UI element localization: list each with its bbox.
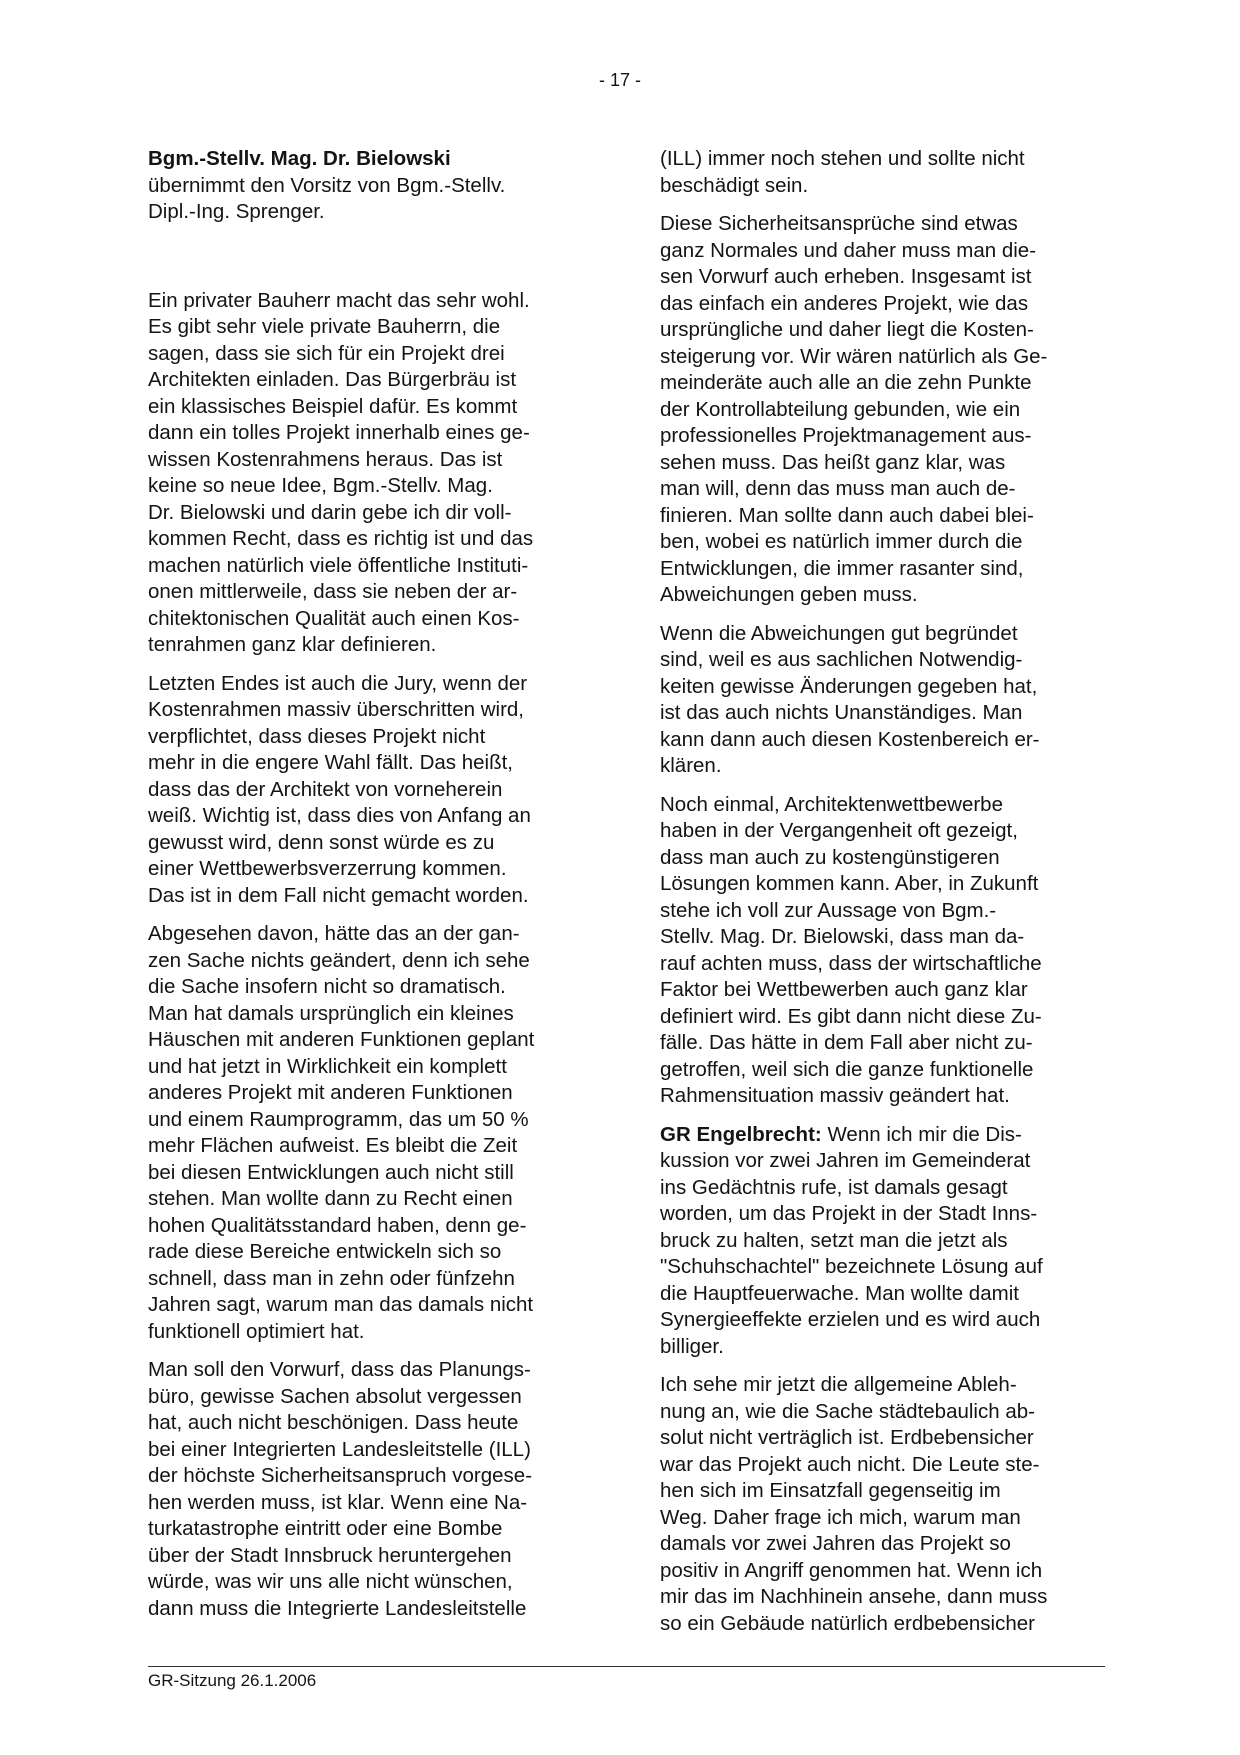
speech-paragraph (660, 1122, 1105, 1361)
chair-change-note (148, 146, 583, 226)
paragraph: Ein privater Bauherr macht das sehr wohl. Es gibt sehr viele private Bauherrn, die sagen, dass sie sich für ein Projekt drei Architekten einladen. Das Bürgerbräu ist ein klassisches Beispiel dafür. Es kommt dann ein tolles Projekt innerhalb eines ge- wissen Kostenrahmens heraus. Das ist keine so neue Idee, Bgm.-Stellv. Mag. Dr. Bielowski und darin gebe ich dir voll- kommen Recht, dass es richtig ist und das machen natürlich viele öffentliche Instituti- onen mittlerweile, dass sie neben der ar- chitektonischen Qualität auch einen Kos- tenrahmen ganz klar definieren. (148, 288, 534, 656)
page-number: - 17 - (598, 70, 641, 90)
paragraph: Wenn die Abweichungen gut begründet sind, weil es aus sachlichen Notwendig- keiten gewisse Änderungen gegeben hat, ist das auch nichts Unanständiges. Man kann dann auch diesen Kostenbereich er- klären. (660, 621, 1040, 777)
paragraph: Diese Sicherheitsansprüche sind etwas ganz Normales und daher muss man die- sen Vorwurf auch erheben. Insgesamt ist das einfach ein anderes Projekt, wie das ursprüngliche und daher liegt die Kosten- steigerung vor. Wir wären natürlich als Ge- meinderäte auch alle an die zehn Punkte der Kontrollabteilung gebunden, wie ein professionelles Projektmanagement aus- sehen muss. Das heißt ganz klar, was man will, denn das muss man auch de- finieren. Man sollte dann auch dabei blei- ben, wobei es natürlich immer durch die Entwicklungen, die immer rasanter sind, Abweichungen geben muss. (660, 212, 1048, 606)
paragraph: (ILL) immer noch stehen und sollte nicht beschädigt sein. (660, 147, 1025, 197)
paragraph: Ich sehe mir jetzt die allgemeine Ableh- nung an, wie die Sache städtebaulich ab- solut nicht verträglich ist. Erdbebensicher war das Projekt auch nicht. Die Leute ste- hen sich im Einsatzfall gegenseitig im Weg. Daher frage ich mich, warum man damals vor zwei Jahren das Projekt so positiv in Angriff genommen hat. Wenn ich mir das im Nachhinein ansehe, dann muss so ein Gebäude natürlich erdbebensicher (660, 1373, 1048, 1635)
paragraph: Letzten Endes ist auch die Jury, wenn der Kostenrahmen massiv überschritten wird, verpflichtet, dass dieses Projekt nicht mehr in die engere Wahl fällt. Das heißt, dass das der Architekt von vorneherein weiß. Wichtig ist, dass dies von Anfang an gewusst wird, denn sonst würde es zu einer Wettbewerbsverzerrung kommen. Das ist in dem Fall nicht gemacht worden. (148, 671, 531, 907)
paragraph: Noch einmal, Architektenwettbewerbe haben in der Vergangenheit oft gezeigt, dass man auch zu kostengünstigeren Lösungen kommen kann. Aber, in Zukunft stehe ich voll zur Aussage von Bgm.- Stellv. Mag. Dr. Bielowski, dass man da- rauf achten muss, dass der wirtschaftliche Faktor bei Wettbewerben auch ganz klar definiert wird. Es gibt dann nicht diese Zu- fälle. Das hätte in dem Fall aber nicht zu- getroffen, weil sich die ganze funktionelle Rahmensituation massiv geändert hat. (660, 792, 1042, 1107)
paragraph: Man soll den Vorwurf, dass das Planungs- büro, gewisse Sachen absolut vergessen hat, auch nicht beschönigen. Dass heute bei einer Integrierten Landesleitstelle (ILL) der höchste Sicherheitsanspruch vorgese- hen werden muss, ist klar. Wenn eine Na- turkatastrophe eintritt oder eine Bombe über der Stadt Innsbruck heruntergehen würde, was wir uns alle nicht wünschen, dann muss die Integrierte Landesleitstelle (148, 1358, 533, 1620)
footer-session-label: GR-Sitzung 26.1.2006 (148, 1671, 317, 1690)
speaker-name: Bgm.-Stellv. Mag. Dr. Bielowski (148, 147, 451, 170)
right-column (660, 146, 1105, 1637)
chair-change-text: übernimmt den Vorsitz von Bgm.-Stellv. Dipl.-Ing. Sprenger. (148, 173, 506, 223)
speech-text: Wenn ich mir die Dis- kussion vor zwei Jahren im Gemeinderat ins Gedächtnis rufe, ist damals gesagt worden, um das Projekt in der Stadt Inns- bruck zu halten, setzt man die jetzt als "Schuhschachtel" bezeichnete Lösung auf die Hauptfeuerwache. Man wollte damit Synergieeffekte erzielen und es wird auch billiger. (660, 1122, 1043, 1358)
paragraph: Abgesehen davon, hätte das an der gan- zen Sache nichts geändert, denn ich sehe die Sache insofern nicht so dramatisch. Man hat damals ursprünglich ein kleines Häuschen mit anderen Funktionen geplant und hat jetzt in Wirklichkeit ein komplett anderes Projekt mit anderen Funktionen und einem Raumprogramm, das um 50 % mehr Flächen aufweist. Es bleibt die Zeit bei diesen Entwicklungen auch nicht still stehen. Man wollte dann zu Recht einen hohen Qualitätsstandard haben, denn ge- rade diese Bereiche entwickeln sich so schnell, dass man in zehn oder fünfzehn Jahren sagt, warum man das damals nicht funktionell optimiert hat. (148, 922, 535, 1343)
speaker-name: GR Engelbrecht: (660, 1122, 822, 1146)
footer-divider (148, 1666, 1105, 1667)
left-column (148, 146, 583, 1622)
